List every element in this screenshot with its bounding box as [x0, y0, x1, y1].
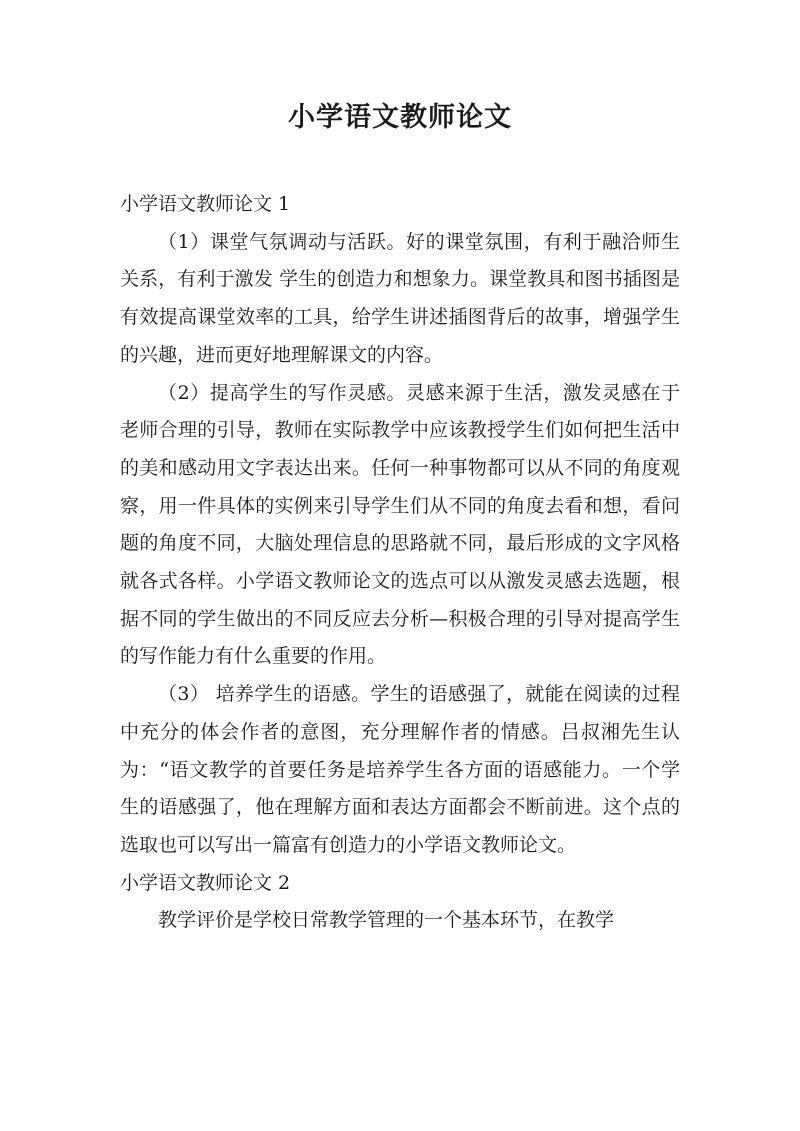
section-heading: 小学语文教师论文 2: [120, 871, 291, 894]
body-paragraph: （3） 培养学生的语感。学生的语感强了，就能在阅读的过程中充分的体会作者的意图，充分理解作者的情感。吕叔湘先生认为：“语文教学的首要任务是培养学生各方面的语感能力。一个学生的语感强了，他在理解方面和表达方面都会不断前进。这个点的选取也可以写出一篇富有创造力的小学语文教师论文。: [120, 683, 680, 856]
body-paragraph: （1）课堂气氛调动与活跃。好的课堂氛围，有利于融洽师生关系，有利于激发 学生的创造力和想象力。课堂教具和图书插图是有效提高课堂效率的工具，给学生讲述插图背后的故事，增强学生的兴趣，进而更好地理解课文的内容。: [120, 230, 680, 366]
section-1: [120, 186, 680, 865]
document-title: 小学语文教师论文: [288, 102, 512, 133]
body-paragraph: 教学评价是学校日常教学管理的一个基本环节，在教学: [158, 909, 615, 932]
body-paragraph: （2）提高学生的写作灵感。灵感来源于生活，激发灵感在于老师合理的引导，教师在实际教学中应该教授学生们如何把生活中的美和感动用文字表达出来。任何一种事物都可以从不同的角度观察，用一件具体的实例来引导学生们从不同的角度去看和想，看问题的角度不同，大脑处理信息的思路就不同，最后形成的文字风格就各式各样。小学语文教师论文的选点可以从激发灵感去选题，根据不同的学生做出的不同反应去分析—积极合理的引导对提高学生的写作能力有什么重要的作用。: [120, 381, 680, 668]
section-2: [120, 865, 680, 940]
document-body: [120, 186, 680, 940]
section-heading: 小学语文教师论文 1: [120, 193, 291, 215]
